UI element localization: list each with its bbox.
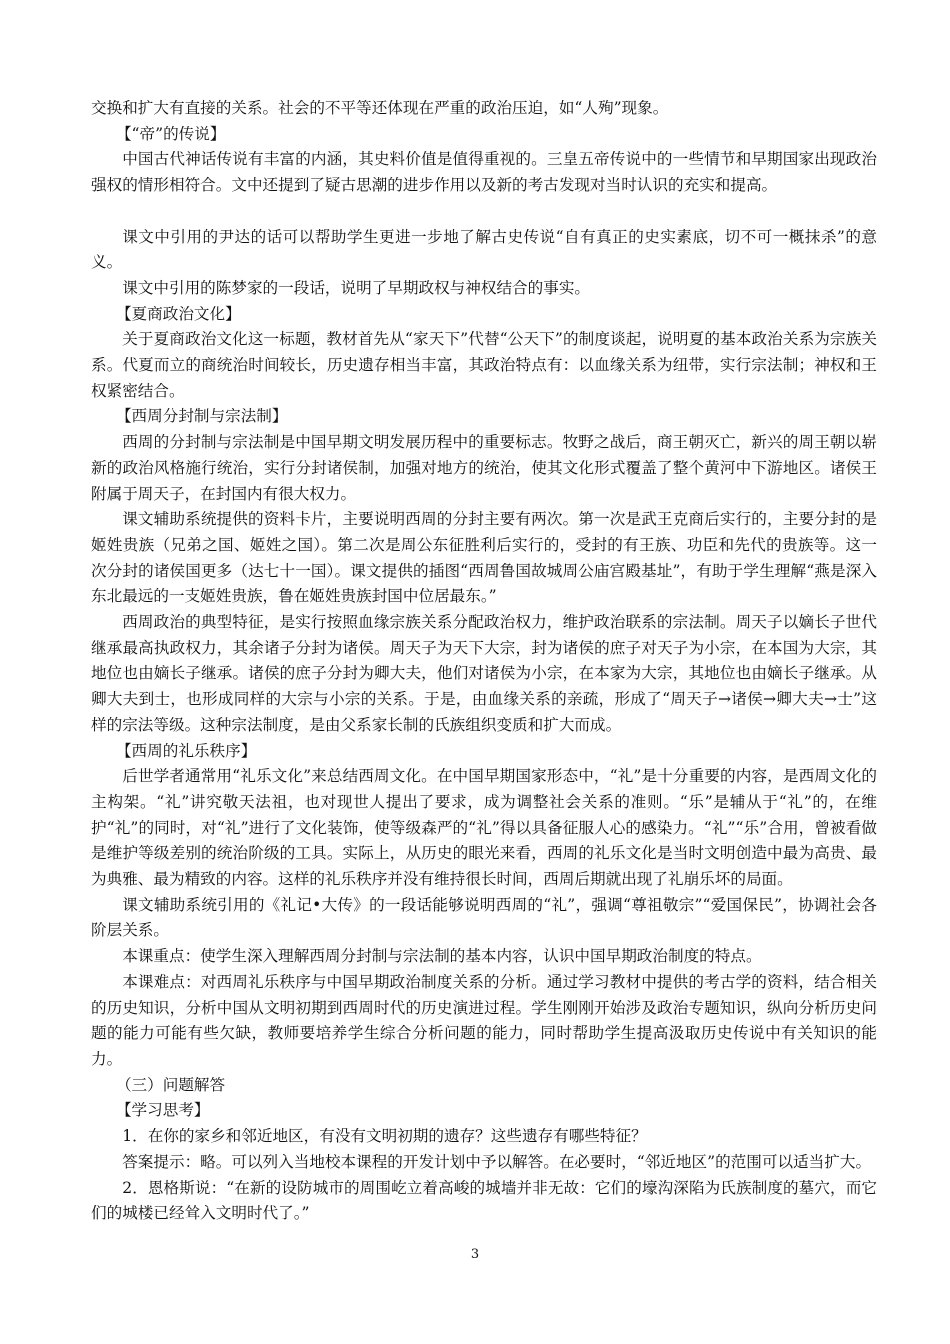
section-heading: 【西周的礼乐秩序】 [115, 741, 257, 760]
section-heading: 【“帝”的传说】 [115, 124, 226, 143]
body-paragraph: 答案提示：略。可以列入当地校本课程的开发计划中予以解答。在必要时，“邻近地区”的范围可以适当扩大。 [122, 1152, 872, 1171]
body-paragraph: 课文辅助系统引用的《礼记•大传》的一段话能够说明西周的“礼”，强调“尊祖敬宗”“爱国保民”，协调社会各阶层关系。 [91, 895, 877, 940]
body-paragraph: 本课难点：对西周礼乐秩序与中国早期政治制度关系的分析。通过学习教材中提供的考古学的资料，结合相关的历史知识，分析中国从文明初期到西周时代的历史演进过程。学生刚刚开始涉及政治专题知识，纵向分析历史问题的能力可能有些欠缺，教师要培养学生综合分析问题的能力，同时帮助学生提高汲取历史传说中有关知识的能力。 [91, 972, 877, 1068]
body-paragraph: 2．恩格斯说：“在新的设防城市的周围屹立着高峻的城墙并非无故：它们的壕沟深陷为氏族制度的墓穴，而它们的城楼已经耸入文明时代了。” [91, 1178, 877, 1223]
body-paragraph: 中国古代神话传说有丰富的内涵，其史料价值是值得重视的。三皇五帝传说中的一些情节和早期国家出现政治强权的情形相符合。文中还提到了疑古思潮的进步作用以及新的考古发现对当时认识的充实和提高。 [91, 150, 877, 195]
section-heading: 【夏商政治文化】 [115, 304, 241, 323]
body-paragraph: 本课重点：使学生深入理解西周分封制与宗法制的基本内容，认识中国早期政治制度的特点。 [122, 947, 762, 966]
document-body [91, 96, 877, 1227]
section-heading: （三）问题解答 [115, 1075, 226, 1094]
section-heading: 【西周分封制与宗法制】 [115, 407, 288, 426]
body-paragraph: 关于夏商政治文化这一标题，教材首先从“家天下”代替“公天下”的制度谈起，说明夏的基本政治关系为宗族关系。代夏而立的商统治时间较长，历史遗存相当丰富，其政治特点有：以血缘关系为纽带，实行宗法制；神权和王权紧密结合。 [91, 330, 877, 400]
page-number: 3 [470, 1247, 480, 1262]
body-paragraph: 课文中引用的陈梦家的一段话，说明了早期政权与神权结合的事实。 [122, 278, 591, 297]
section-heading: 【学习思考】 [115, 1101, 210, 1120]
body-paragraph: 课文中引用的尹达的话可以帮助学生更进一步地了解古史传说“自有真正的史实素底，切不可一概抹杀”的意义。 [91, 227, 877, 272]
blank-line [91, 199, 877, 225]
body-paragraph: 交换和扩大有直接的关系。社会的不平等还体现在严重的政治压迫，如“人殉”现象。 [91, 99, 669, 117]
body-paragraph: 西周政治的典型特征，是实行按照血缘宗族关系分配政治权力，维护政治联系的宗法制。周天子以嫡长子世代继承最高执政权力，其余诸子分封为诸侯。周天子为天下大宗，封为诸侯的庶子对天子为小宗，在本国为大宗，其地位也由嫡长子继承。诸侯的庶子分封为卿大夫，他们对诸侯为小宗，在本家为大宗，其地位也由嫡长子继承。从卿大夫到士，也形成同样的大宗与小宗的关系。于是，由血缘关系的亲疏，形成了“周天子→诸侯→卿大夫→士”这样的宗法等级。这种宗法制度，是由父系家长制的氏族组织变质和扩大而成。 [91, 613, 877, 734]
body-paragraph: 西周的分封制与宗法制是中国早期文明发展历程中的重要标志。牧野之战后，商王朝灭亡，新兴的周王朝以崭新的政治风格施行统治，实行分封诸侯制，加强对地方的统治，使其文化形式覆盖了整个黄河中下游地区。诸侯王附属于周天子，在封国内有很大权力。 [91, 433, 877, 503]
body-paragraph: 1．在你的家乡和邻近地区，有没有文明初期的遗存？这些遗存有哪些特征？ [122, 1127, 647, 1146]
body-paragraph: 后世学者通常用“礼乐文化”来总结西周文化。在中国早期国家形态中，“礼”是十分重要的内容，是西周文化的主构架。“礼”讲究敬天法祖，也对现世人提出了要求，成为调整社会关系的准则。“乐”是辅从于“礼”的，在维护“礼”的同时，对“礼”进行了文化装饰，使等级森严的“礼”得以具备征服人心的感染力。“礼”“乐”合用，曾被看做是维护等级差别的统治阶级的工具。实际上，从历史的眼光来看，西周的礼乐文化是当时文明创造中最为高贵、最为典雅、最为精致的内容。这样的礼乐秩序并没有维持很长时间，西周后期就出现了礼崩乐坏的局面。 [91, 767, 877, 889]
body-paragraph: 课文辅助系统提供的资料卡片，主要说明西周的分封主要有两次。第一次是武王克商后实行的，主要分封的是姬姓贵族（兄弟之国、姬姓之国）。第二次是周公东征胜利后实行的，受封的有王族、功臣和先代的贵族等。这一次分封的诸侯国更多（达七十一国）。课文提供的插图“西周鲁国故城周公庙宫殿基址”，有助于学生理解“燕是深入东北最远的一支姬姓贵族，鲁在姬姓贵族封国中位居最东。” [91, 510, 877, 606]
